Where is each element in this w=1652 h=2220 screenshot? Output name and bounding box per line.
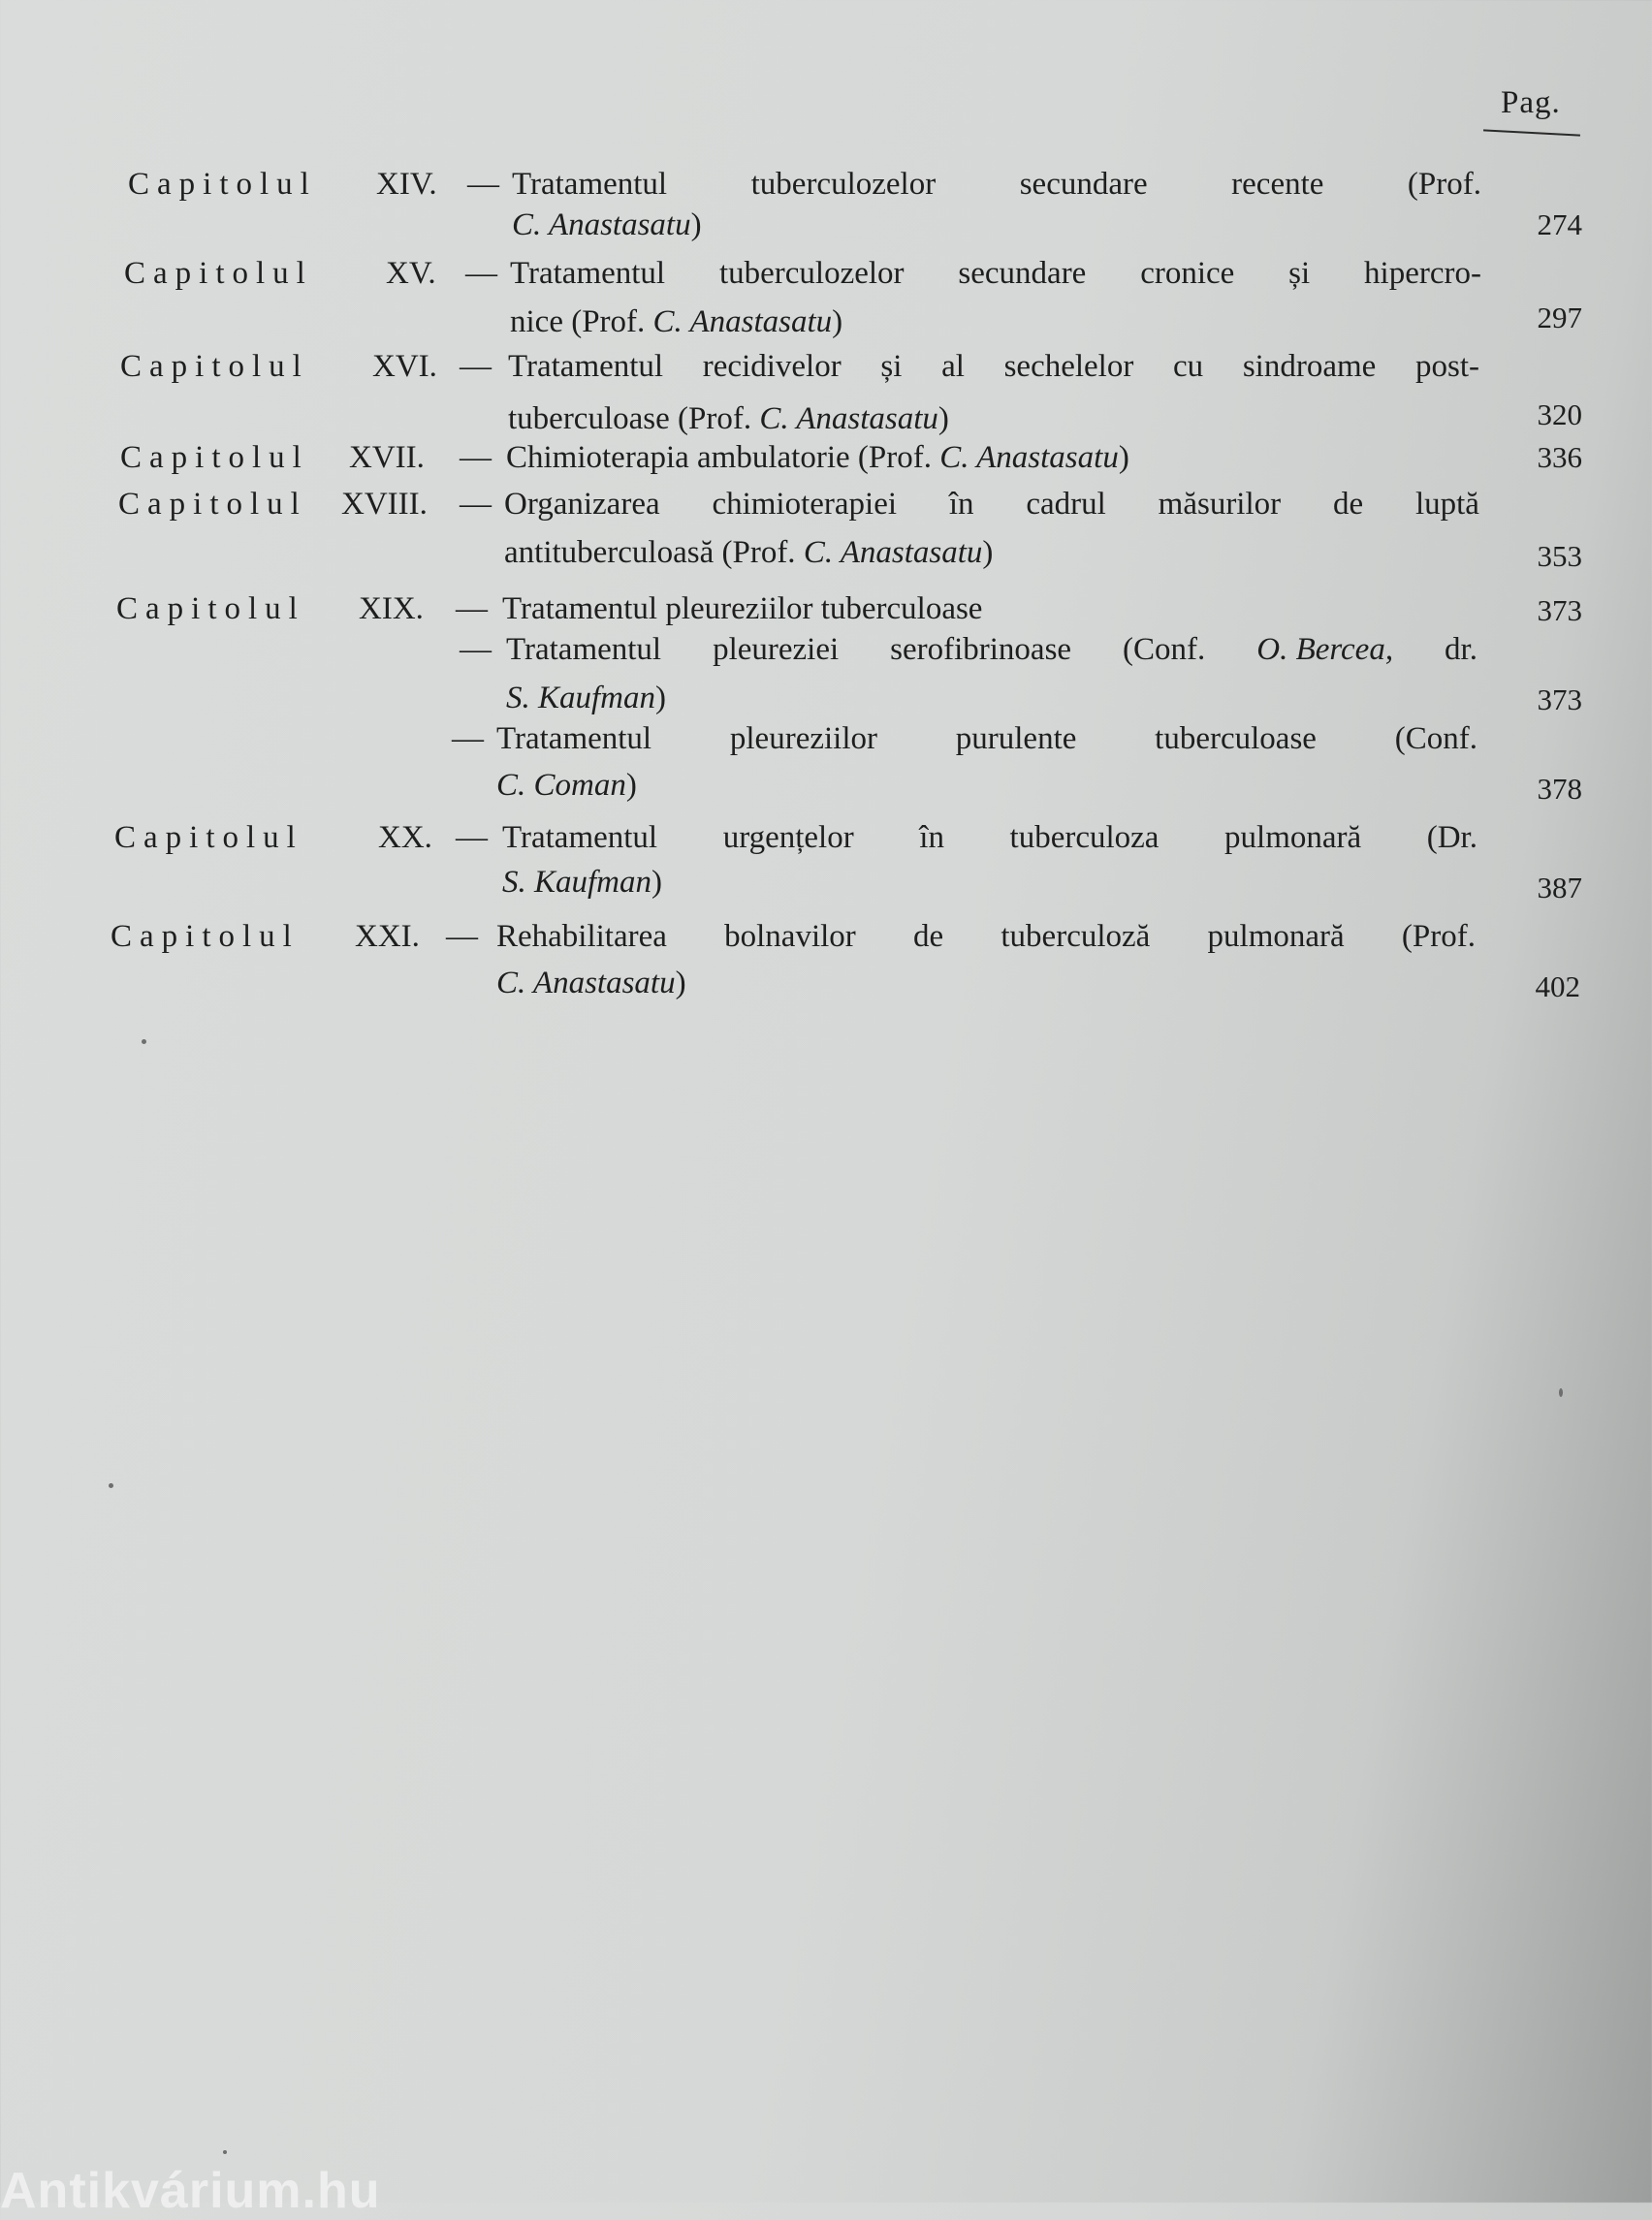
entry-title-word: cadrul bbox=[1026, 487, 1106, 522]
entry-title-word: (Conf. bbox=[1394, 721, 1477, 756]
entry-title-end: ) bbox=[651, 865, 663, 900]
page-number: 320 bbox=[1537, 397, 1582, 431]
entry-title-text: antituberculoasă (Prof. bbox=[504, 535, 804, 570]
entry-title bbox=[508, 397, 949, 440]
page-column-label: Pag. bbox=[1501, 85, 1561, 120]
entry-title bbox=[506, 677, 666, 719]
entry-title-word: Tratamentul bbox=[506, 632, 662, 667]
leader-dots bbox=[1004, 531, 1479, 574]
entry-title-word: tuberculoza bbox=[1009, 820, 1160, 855]
entry-title-word: Rehabilitarea bbox=[496, 919, 667, 954]
chapter-number: XIX. bbox=[359, 591, 424, 626]
leader-dots bbox=[1141, 436, 1479, 479]
entry-title-word: serofibrinoase bbox=[890, 632, 1072, 667]
entry-dash: — bbox=[452, 721, 484, 756]
chapter-label: Capitolul bbox=[128, 167, 317, 202]
entry-title bbox=[496, 764, 637, 807]
entry-title-word: tuberculozelor bbox=[718, 256, 905, 291]
entry-title-line bbox=[496, 764, 1477, 807]
entry-title-word: bolnavilor bbox=[724, 919, 856, 954]
entry-author: C. Anastasatu bbox=[939, 440, 1119, 475]
entry-title-word: pulmonară bbox=[1224, 820, 1362, 855]
entry-dash: — bbox=[456, 591, 488, 626]
chapter-number: XX. bbox=[378, 820, 432, 855]
entry-title-word: în bbox=[948, 487, 974, 522]
chapter-number: XV. bbox=[386, 256, 436, 291]
entry-title-end: ) bbox=[690, 207, 702, 242]
entry-title-text: Tratamentul pleureziilor tuberculoase bbox=[502, 591, 983, 626]
entry-title bbox=[512, 204, 702, 246]
chapter-number: XIV. bbox=[376, 167, 437, 202]
entry-title-word: (Conf. bbox=[1123, 632, 1206, 667]
entry-dash: — bbox=[460, 487, 492, 522]
leader-dots bbox=[678, 677, 1477, 719]
entry-author: C. Anastasatu bbox=[759, 401, 938, 436]
entry-title-line bbox=[510, 252, 1481, 295]
page-number: 378 bbox=[1537, 772, 1582, 806]
entry-title-word: Tratamentul bbox=[496, 721, 652, 756]
entry-title-word: cronice bbox=[1140, 256, 1235, 291]
entry-title bbox=[502, 861, 662, 904]
entry-title-word: luptă bbox=[1414, 487, 1479, 522]
entry-dash: — bbox=[446, 919, 478, 954]
page-number: 373 bbox=[1537, 593, 1582, 627]
page-number: 402 bbox=[1535, 969, 1580, 1003]
entry-title-word: sindroame bbox=[1242, 349, 1377, 384]
entry-title-word: Tratamentul bbox=[502, 820, 658, 855]
entry-title-word: Tratamentul bbox=[508, 349, 664, 384]
entry-title-end: ) bbox=[625, 768, 637, 803]
paper-speck bbox=[223, 2150, 227, 2154]
entry-title-line bbox=[496, 962, 1476, 1004]
chapter-label: Capitolul bbox=[114, 820, 303, 855]
entry-title bbox=[496, 962, 686, 1004]
entry-title-text: nice (Prof. bbox=[510, 304, 653, 339]
entry-dash: — bbox=[460, 440, 492, 475]
chapter-number: XVI. bbox=[372, 349, 437, 384]
chapter-label: Capitolul bbox=[111, 919, 300, 954]
entry-title-end: ) bbox=[937, 401, 949, 436]
entry-title bbox=[502, 587, 982, 630]
entry-title-line bbox=[504, 483, 1479, 525]
chapter-number: XVIII. bbox=[341, 487, 428, 522]
entry-title bbox=[506, 436, 1129, 479]
entry-title-word: de bbox=[1332, 487, 1364, 522]
entry-title-line bbox=[504, 531, 1479, 574]
entry-title-text: tuberculoase (Prof. bbox=[508, 401, 760, 436]
chapter-label: Capitolul bbox=[118, 487, 307, 522]
entry-title-line bbox=[506, 628, 1477, 671]
entry-title-line bbox=[510, 301, 1481, 343]
page-number: 336 bbox=[1537, 440, 1582, 474]
entry-title-line bbox=[508, 345, 1479, 388]
entry-title-word: Organizarea bbox=[504, 487, 660, 522]
entry-title-word: pleureziilor bbox=[729, 721, 877, 756]
entry-title-word: în bbox=[919, 820, 944, 855]
entry-title-line bbox=[502, 816, 1477, 859]
leader-dots bbox=[698, 962, 1476, 1004]
page-number: 387 bbox=[1537, 871, 1582, 904]
chapter-label: Capitolul bbox=[116, 591, 305, 626]
entry-title-word: purulente bbox=[955, 721, 1077, 756]
paper-speck bbox=[109, 1483, 113, 1488]
chapter-label: Capitolul bbox=[124, 256, 313, 291]
entry-title-word: (Prof. bbox=[1407, 167, 1481, 202]
entry-title-word: sechelelor bbox=[1003, 349, 1134, 384]
entry-author: C. Anastasatu bbox=[803, 535, 983, 570]
entry-title-word: urgențelor bbox=[722, 820, 854, 855]
page-number: 373 bbox=[1537, 682, 1582, 716]
entry-title-word: tuberculoase bbox=[1155, 721, 1317, 756]
entry-title-word: și bbox=[880, 349, 903, 384]
chapter-label: Capitolul bbox=[120, 440, 309, 475]
chapter-label: Capitolul bbox=[120, 349, 309, 384]
entry-title-word: Tratamentul bbox=[510, 256, 666, 291]
entry-title bbox=[504, 531, 993, 574]
entry-title-line bbox=[496, 915, 1476, 958]
leader-dots bbox=[649, 764, 1477, 807]
paper-speck bbox=[1559, 1388, 1563, 1397]
leader-dots bbox=[674, 861, 1477, 904]
leader-dots bbox=[854, 301, 1481, 343]
entry-title-word: dr. bbox=[1445, 632, 1477, 667]
entry-title-end: ) bbox=[675, 966, 686, 1000]
leader-dots bbox=[714, 204, 1481, 246]
entry-title-line bbox=[502, 861, 1477, 904]
paper-speck bbox=[142, 1039, 146, 1044]
entry-title-line bbox=[496, 717, 1477, 760]
page-number: 274 bbox=[1537, 207, 1582, 241]
entry-author: O. Bercea, bbox=[1256, 632, 1394, 667]
entry-dash: — bbox=[465, 256, 497, 291]
entry-dash: — bbox=[467, 167, 499, 202]
entry-title-line bbox=[506, 436, 1479, 479]
entry-title-line bbox=[512, 204, 1481, 246]
entry-title-word: pleureziei bbox=[713, 632, 840, 667]
page-number: 353 bbox=[1537, 539, 1582, 573]
entry-title-end: ) bbox=[1118, 440, 1129, 475]
entry-title-word: Tratamentul bbox=[512, 167, 668, 202]
chapter-number: XXI. bbox=[355, 919, 420, 954]
entry-author: S. Kaufman bbox=[506, 681, 656, 715]
entry-title-word: pulmonară bbox=[1207, 919, 1345, 954]
entry-title-line bbox=[506, 677, 1477, 719]
entry-title-word: post- bbox=[1414, 349, 1479, 384]
entry-dash: — bbox=[456, 820, 488, 855]
entry-title-word: hipercro- bbox=[1364, 256, 1481, 291]
entry-title-end: ) bbox=[832, 304, 843, 339]
entry-title bbox=[510, 301, 842, 343]
watermark: Antikvárium.hu bbox=[0, 2163, 381, 2219]
header-underline bbox=[1483, 129, 1580, 136]
entry-title-word: secundare bbox=[958, 256, 1087, 291]
entry-title-word: secundare bbox=[1019, 167, 1148, 202]
entry-author: C. Anastasatu bbox=[496, 966, 676, 1000]
page-number: 297 bbox=[1537, 301, 1582, 334]
entry-author: S. Kaufman bbox=[502, 865, 652, 900]
entry-title-text: Chimioterapia ambulatorie (Prof. bbox=[506, 440, 940, 475]
entry-title-word: (Dr. bbox=[1426, 820, 1477, 855]
entry-title-word: măsurilor bbox=[1158, 487, 1282, 522]
entry-title-word: tuberculozelor bbox=[750, 167, 937, 202]
entry-title-end: ) bbox=[982, 535, 994, 570]
entry-dash: — bbox=[460, 349, 492, 384]
entry-title-word: (Prof. bbox=[1401, 919, 1476, 954]
entry-title-line bbox=[502, 587, 1479, 630]
entry-title-word: recente bbox=[1231, 167, 1324, 202]
entry-title-word: tuberculoză bbox=[1001, 919, 1151, 954]
entry-author: C. Anastasatu bbox=[512, 207, 691, 242]
entry-title-line bbox=[508, 397, 1479, 440]
entry-title-word: al bbox=[941, 349, 965, 384]
entry-title-word: chimioterapiei bbox=[712, 487, 898, 522]
chapter-number: XVII. bbox=[349, 440, 425, 475]
entry-dash: — bbox=[460, 632, 492, 667]
entry-author: C. Anastasatu bbox=[652, 304, 833, 339]
entry-author: C. Coman bbox=[496, 768, 626, 803]
leader-dots bbox=[994, 587, 1479, 630]
entry-title-word: de bbox=[913, 919, 944, 954]
entry-title-word: cu bbox=[1173, 349, 1204, 384]
entry-title-word: și bbox=[1288, 256, 1311, 291]
entry-title-word: recidivelor bbox=[702, 349, 842, 384]
leader-dots bbox=[961, 397, 1479, 440]
entry-title-line bbox=[512, 163, 1481, 206]
entry-title-end: ) bbox=[655, 681, 667, 715]
